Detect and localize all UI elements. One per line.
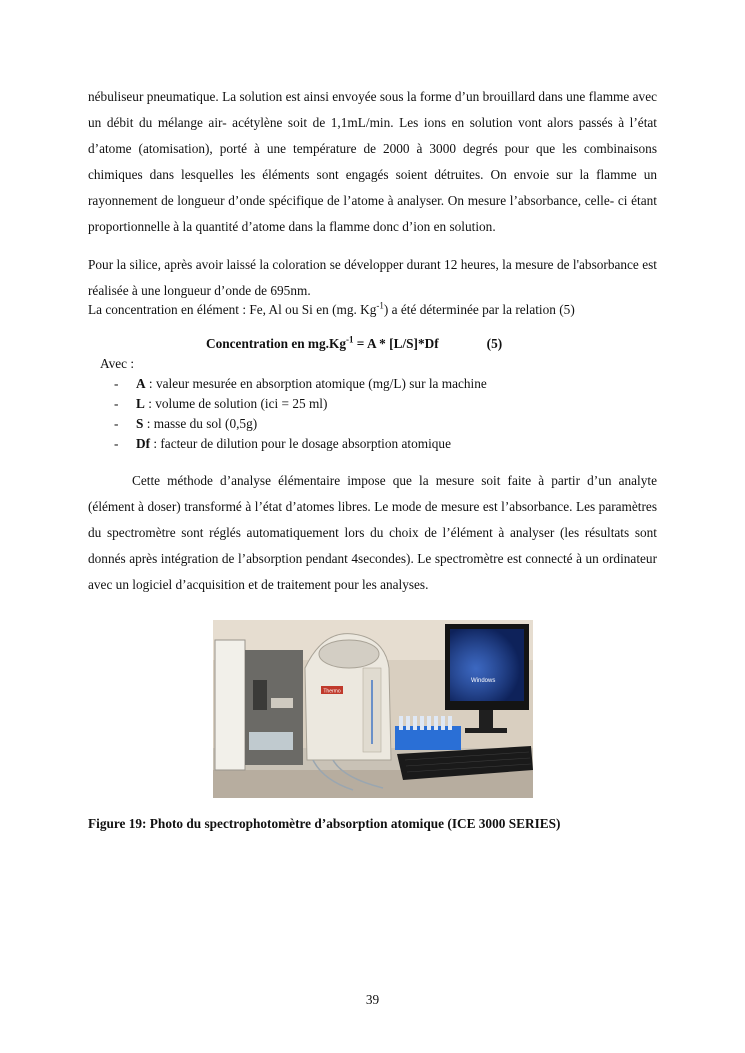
photo-screen-label: Windows: [471, 678, 496, 684]
page-body: [88, 84, 657, 834]
avec-label: Avec :: [100, 356, 135, 371]
photo-monitor-stand: [479, 710, 493, 728]
definition-text: : facteur de dilution pour le dosage absorption atomique: [150, 436, 451, 451]
photo-burner-head: [271, 698, 293, 708]
definition-term: Df: [136, 436, 151, 451]
photo-burner: [253, 680, 267, 710]
photo-left-door: [215, 640, 245, 770]
formula-exponent: -1: [345, 334, 354, 345]
list-dash: -: [114, 396, 119, 411]
spectrophotometer-illustration: [213, 620, 533, 798]
definition-term: A: [136, 376, 146, 391]
photo-monitor-base: [465, 728, 507, 733]
spectrophotometer-photo: [213, 620, 533, 798]
formula-expression: = A * [L/S]*Df: [353, 336, 439, 351]
definition-term: L: [136, 396, 145, 411]
definition-item: [114, 394, 657, 414]
definition-list: [88, 374, 657, 454]
paragraph-atomisation: nébuliseur pneumatique. La solution est ainsi envoyée sous la forme d’un brouillard dans une flamme avec un débit du mélange air- acétylène soit de 1,1mL/min. Les ions en solution vont alors passés à l’état d’atome (atomisation), porté à une température de 2000 à 3000 degrés pour que les combinaisons chimiques dans lesquelles les éléments sont engagés soient détruites. On envoie sur la flamme un rayonnement de longueur d’onde spécifique de l’atome à analyser. On mesure l’absorbance, celle- ci étant proportionnelle à la quantité d’atome dans la flamme donc d’ion en solution.: [88, 89, 657, 234]
list-dash: -: [114, 376, 119, 391]
definition-text: : valeur mesurée en absorption atomique (mg/L) sur la machine: [145, 376, 487, 391]
spacer: [88, 240, 657, 252]
concentration-exponent: -1: [376, 300, 384, 311]
definition-text: : masse du sol (0,5g): [143, 416, 258, 431]
page-number: 39: [365, 992, 380, 1007]
paragraph-concentration: [88, 300, 657, 320]
list-dash: -: [114, 416, 119, 431]
definition-item: [114, 374, 657, 394]
photo-brand-label: Thermo: [323, 688, 341, 695]
spacer: [88, 454, 657, 468]
formula-line: [206, 334, 657, 354]
definition-item: [114, 414, 657, 434]
formula-text: Concentration en mg.Kg: [206, 336, 346, 351]
photo-bench-front: [213, 770, 533, 798]
photo-glassware: [249, 732, 293, 750]
paragraph-silice: Pour la silice, après avoir laissé la coloration se développer durant 12 heures, la mesure de l'absorbance est réalisée à une longueur d’onde de 695nm.: [88, 257, 657, 298]
concentration-text-end: ) a été déterminée par la relation (5): [383, 302, 575, 317]
formula-number: (5): [486, 336, 503, 351]
definition-term: S: [136, 416, 144, 431]
list-dash: -: [114, 436, 119, 451]
photo-instrument-hood: [319, 640, 379, 668]
definition-item: [114, 434, 657, 454]
concentration-text-start: La concentration en élément : Fe, Al ou Si en (mg. Kg: [88, 302, 377, 317]
figure-caption: Figure 19: Photo du spectrophotomètre d’absorption atomique (ICE 3000 SERIES): [88, 816, 561, 831]
photo-screen-glow: [450, 629, 524, 701]
paragraph-methode: Cette méthode d’analyse élémentaire impose que la mesure soit faite à partir d’un analyte (élément à doser) transformé à l’état d’atomes libres. Le mode de mesure est l’absorbance. Les paramètres du spectromètre sont réglés automatiquement lors du choix de l’élément à analyser (les résultats sont donnés après intégration de l’absorption pendant 4secondes). Le spectromètre est connecté à un ordinateur avec un logiciel d’acquisition et de traitement pour les analyses.: [88, 473, 657, 592]
definition-text: : volume de solution (ici = 25 ml): [144, 396, 328, 411]
